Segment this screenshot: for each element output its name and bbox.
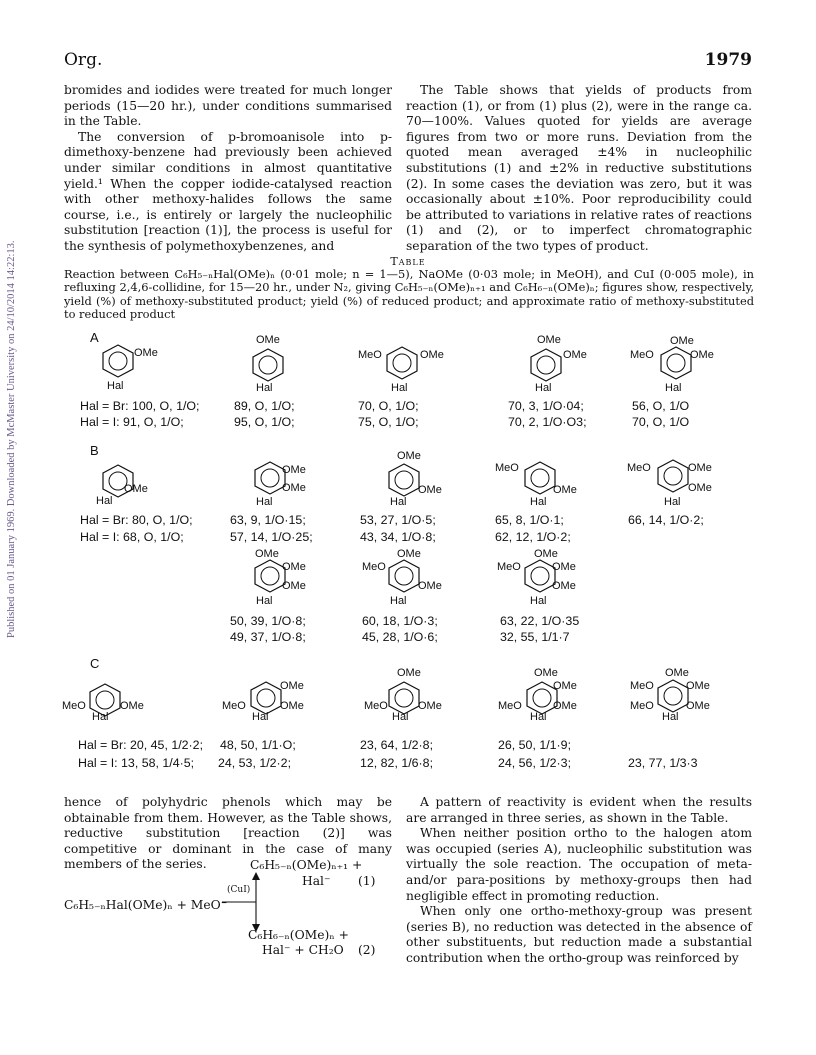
- table-title: Table: [390, 255, 426, 268]
- yield-value: 95, O, 1/O;: [234, 415, 295, 429]
- substituent-label: OMe: [690, 349, 714, 361]
- substituent-label: OMe: [134, 347, 158, 359]
- yield-value: 32, 55, 1/1·7: [500, 630, 570, 644]
- substituent-label: MeO: [495, 462, 519, 474]
- yield-value: 62, 12, 1/O·2;: [495, 530, 571, 544]
- page-number: 1979: [704, 50, 752, 70]
- substituent-label: OMe: [256, 334, 280, 346]
- yield-value: 70, 2, 1/O·O3;: [508, 415, 587, 429]
- halogen-label: Hal: [664, 496, 681, 508]
- substituent-label: OMe: [665, 667, 689, 679]
- yield-value: 45, 28, 1/O·6;: [362, 630, 438, 644]
- substituent-label: OMe: [397, 667, 421, 679]
- substituent-label: OMe: [255, 548, 279, 560]
- halogen-label: Hal: [392, 711, 409, 723]
- yield-value: 48, 50, 1/1·O;: [220, 738, 296, 752]
- substituent-label: OMe: [686, 680, 710, 692]
- halogen-label: Hal: [390, 595, 407, 607]
- substituent-label: OMe: [418, 484, 442, 496]
- substituent-label: MeO: [497, 561, 521, 573]
- substituent-label: OMe: [537, 334, 561, 346]
- substituent-label: OMe: [282, 561, 306, 573]
- download-notice: Published on 01 January 1969. Downloaded by McMaster University on 24/10/2014 14:22:13.: [6, 240, 17, 638]
- substituent-label: MeO: [358, 349, 382, 361]
- table-caption: Reaction between C₆H₅₋ₙHal(OMe)ₙ (0·01 mole; n = 1—5), NaOMe (0·03 mole; in MeOH), and CuI (0·005 mole), in refluxing 2,4,6-collidine, for 15—20 hr., under N₂, giving C₆H₅₋ₙ(OMe)ₙ₊₁ and C₆H₆₋ₙ(OMe)ₙ; figures show, respectively, yield (%) of methoxy-substituted product; yield (%) of reduced product; and approximate ratio of methoxy-substituted to reduced product: [64, 267, 754, 322]
- yield-value: 49, 37, 1/O·8;: [230, 630, 306, 644]
- benzene-ring-icon: [100, 343, 136, 379]
- substituent-label: OMe: [553, 680, 577, 692]
- yield-value: 57, 14, 1/O·25;: [230, 530, 313, 544]
- yield-value: Hal = Br: 100, O, 1/O;: [80, 399, 200, 413]
- yield-value: 24, 56, 1/2·3;: [498, 756, 572, 770]
- paragraph: The Table shows that yields of products from reaction (1), or from (1) plus (2), were in the range ca. 70—100%. Values quoted for yields are average figures from two or more runs. Deviation from the quoted mean averaged ±4% in nucleophilic substitutions (1) and ±2% in reductive substitutions (2). In some cases the deviation was zero, but it was occasionally about ±10%. Poor reproducibility could be attributed to variations in relative rates of reactions (1) and (2), or to imperfect chromatographic separation of the two types of product.: [406, 83, 752, 253]
- substituent-label: OMe: [282, 482, 306, 494]
- substituent-label: MeO: [362, 561, 386, 573]
- halogen-label: Hal: [256, 595, 273, 607]
- benzene-ring-icon: [655, 458, 691, 494]
- yield-value: 63, 22, 1/O·35: [500, 614, 580, 628]
- benzene-ring-icon: [658, 345, 694, 381]
- product-1-formula: C₆H₅₋ₙ(OMe)ₙ₊₁ +: [250, 858, 363, 872]
- halogen-label: Hal: [96, 495, 113, 507]
- yield-value: 26, 50, 1/1·9;: [498, 738, 572, 752]
- section-c-label: C: [90, 656, 100, 671]
- substituent-label: OMe: [553, 700, 577, 712]
- product-1-ion: Hal⁻: [302, 874, 331, 888]
- yield-value: 89, O, 1/O;: [234, 399, 295, 413]
- yield-value: 53, 27, 1/O·5;: [360, 513, 436, 527]
- substituent-label: OMe: [120, 700, 144, 712]
- paragraph: hence of polyhydric phenols which may be obtainable from them. However, as the Table shows, reductive substitution [reaction (2)] was competitive or dominant in the case of many members of the series.: [64, 795, 392, 872]
- section-a-label: A: [90, 330, 99, 345]
- equation-number-2: (2): [358, 943, 376, 957]
- paragraph: The conversion of p-bromoanisole into p-dimethoxy-benzene had previously been achieved under similar conditions in almost quantitative yield.¹ When the copper iodide-catalysed reaction with other methoxy-halides follows the same course, i.e., is entirely or largely the nucleophilic substitution [reaction (1)], the process is useful for the synthesis of polymethoxybenzenes, and: [64, 129, 392, 253]
- yield-value: Hal = I: 91, O, 1/O;: [80, 415, 184, 429]
- yield-value: Hal = I: 68, O, 1/O;: [80, 530, 184, 544]
- substituent-label: OMe: [397, 450, 421, 462]
- substituent-label: OMe: [280, 680, 304, 692]
- paragraph: When neither position ortho to the halogen atom was occupied (series A), nucleophilic substitution was virtually the sole reaction. The occupation of meta- and/or para-positions by methoxy-groups then had negligible effect in promoting reduction.: [406, 826, 752, 903]
- substituent-label: OMe: [420, 349, 444, 361]
- substituent-label: MeO: [498, 700, 522, 712]
- yield-value: 75, O, 1/O;: [358, 415, 419, 429]
- reactant-formula: C₆H₅₋ₙHal(OMe)ₙ + MeO⁻: [64, 898, 228, 912]
- substituent-label: OMe: [688, 462, 712, 474]
- paragraph: A pattern of reactivity is evident when the results are arranged in three series, as shown in the Table.: [406, 795, 752, 825]
- top-right-column: [406, 83, 752, 255]
- substituent-label: MeO: [630, 700, 654, 712]
- substituent-label: OMe: [552, 561, 576, 573]
- halogen-label: Hal: [530, 711, 547, 723]
- substituent-label: MeO: [630, 680, 654, 692]
- halogen-label: Hal: [530, 595, 547, 607]
- yield-value: 60, 18, 1/O·3;: [362, 614, 438, 628]
- paragraph: When only one ortho-methoxy-group was present (series B), no reduction was detected in the absence of other substituents, but reduction made a substantial contribution when the ortho-group was reinforced by: [406, 904, 752, 965]
- yield-value: 66, 14, 1/O·2;: [628, 513, 704, 527]
- halogen-label: Hal: [535, 382, 552, 394]
- halogen-label: Hal: [92, 711, 109, 723]
- yield-value: 56, O, 1/O: [632, 399, 690, 413]
- equation-number-1: (1): [358, 874, 376, 888]
- halogen-label: Hal: [530, 496, 547, 508]
- yield-value: 70, O, 1/O;: [358, 399, 419, 413]
- substituent-label: OMe: [397, 548, 421, 560]
- substituent-label: OMe: [418, 700, 442, 712]
- yield-value: 70, O, 1/O: [632, 415, 690, 429]
- substituent-label: OMe: [553, 484, 577, 496]
- substituent-label: OMe: [688, 482, 712, 494]
- top-left-column: [64, 83, 392, 255]
- substituent-label: OMe: [124, 483, 148, 495]
- product-2-formula: C₆H₆₋ₙ(OMe)ₙ +: [248, 928, 349, 942]
- halogen-label: Hal: [662, 711, 679, 723]
- substituent-label: MeO: [222, 700, 246, 712]
- benzene-ring-icon: [384, 345, 420, 381]
- substituent-label: OMe: [282, 580, 306, 592]
- yield-value: 23, 77, 1/3·3: [628, 756, 698, 770]
- halogen-label: Hal: [256, 496, 273, 508]
- substituent-label: MeO: [627, 462, 651, 474]
- substituent-label: OMe: [670, 335, 694, 347]
- catalyst-label: (CuI): [227, 885, 251, 895]
- substituent-label: MeO: [62, 700, 86, 712]
- substituent-label: MeO: [630, 349, 654, 361]
- benzene-ring-icon: [528, 347, 564, 383]
- section-b-label: B: [90, 443, 99, 458]
- product-2-ions: Hal⁻ + CH₂O: [262, 943, 344, 957]
- halogen-label: Hal: [665, 382, 682, 394]
- yield-value: 63, 9, 1/O·15;: [230, 513, 306, 527]
- halogen-label: Hal: [391, 382, 408, 394]
- halogen-label: Hal: [252, 711, 269, 723]
- paragraph: bromides and iodides were treated for much longer periods (15—20 hr.), under conditions summarised in the Table.: [64, 83, 392, 129]
- substituent-label: OMe: [280, 700, 304, 712]
- substituent-label: OMe: [686, 700, 710, 712]
- substituent-label: OMe: [418, 580, 442, 592]
- substituent-label: OMe: [534, 548, 558, 560]
- substituent-label: MeO: [364, 700, 388, 712]
- yield-value: 70, 3, 1/O·04;: [508, 399, 584, 413]
- yield-value: 65, 8, 1/O·1;: [495, 513, 564, 527]
- halogen-label: Hal: [107, 380, 124, 392]
- yield-value: Hal = Br: 80, O, 1/O;: [80, 513, 193, 527]
- substituent-label: OMe: [563, 349, 587, 361]
- halogen-label: Hal: [256, 382, 273, 394]
- halogen-label: Hal: [390, 496, 407, 508]
- yield-value: 43, 34, 1/O·8;: [360, 530, 436, 544]
- branch-arrow-icon: [222, 872, 262, 932]
- substituent-label: OMe: [282, 464, 306, 476]
- benzene-ring-icon: [386, 558, 422, 594]
- substituent-label: OMe: [552, 580, 576, 592]
- bottom-right-column: [406, 795, 752, 967]
- yield-value: 12, 82, 1/6·8;: [360, 756, 434, 770]
- journal-section: Org.: [64, 50, 103, 70]
- yield-value: 23, 64, 1/2·8;: [360, 738, 434, 752]
- yield-value: 24, 53, 1/2·2;: [218, 756, 292, 770]
- substituent-label: OMe: [534, 667, 558, 679]
- yield-value: Hal = Br: 20, 45, 1/2·2;: [78, 738, 204, 752]
- yield-value: Hal = I: 13, 58, 1/4·5;: [78, 756, 195, 770]
- yield-value: 50, 39, 1/O·8;: [230, 614, 306, 628]
- benzene-ring-icon: [250, 347, 286, 383]
- benzene-ring-icon: [386, 462, 422, 498]
